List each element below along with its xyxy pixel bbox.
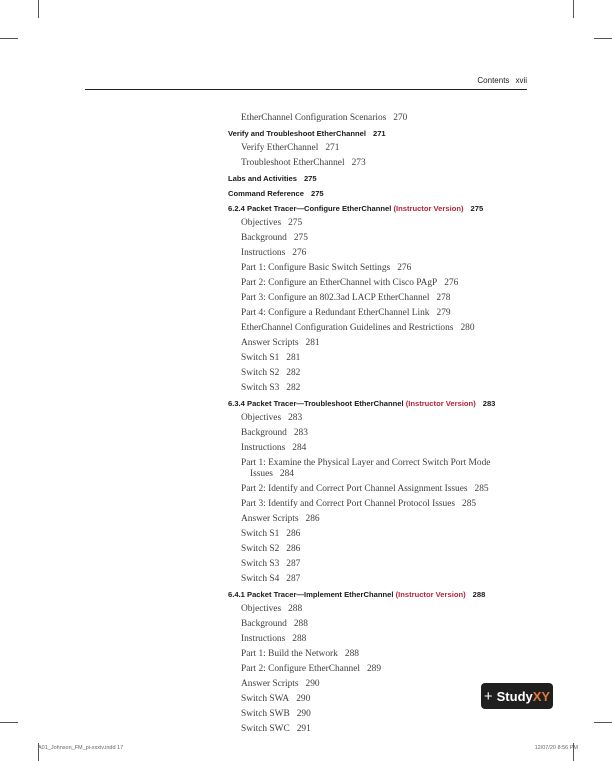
toc-page-number: 281 xyxy=(286,353,301,363)
toc-section-heading xyxy=(228,127,538,141)
toc-page-number: 270 xyxy=(393,113,408,123)
toc-entry xyxy=(228,291,538,306)
toc-page-number: 287 xyxy=(286,574,301,584)
toc-entry xyxy=(228,632,538,647)
toc-page-number: 289 xyxy=(366,664,382,674)
toc-entry-title: Troubleshoot EtherChannel xyxy=(241,158,345,168)
toc-entry-title: Objectives xyxy=(241,604,282,614)
toc-entry xyxy=(228,572,538,587)
toc-entry-title: Switch S3 xyxy=(241,559,280,569)
toc-entry xyxy=(228,602,538,617)
toc-entry-continuation: Issues 284 xyxy=(250,469,294,479)
toc-entry-title: Objectives xyxy=(241,218,282,228)
toc-page-number: 288 xyxy=(292,634,307,644)
toc-entry-title: Switch S3 xyxy=(241,383,280,393)
toc-entry-title: 6.4.1 Packet Tracer—Implement EtherChannel xyxy=(228,590,394,599)
table-of-contents xyxy=(228,111,538,737)
toc-entry-title: Answer Scripts xyxy=(241,338,299,348)
toc-entry-title: Switch S2 xyxy=(241,368,280,378)
toc-page-number: 284 xyxy=(279,469,294,479)
instructor-version-label: (Instructor Version) xyxy=(405,399,476,408)
toc-page-number: 288 xyxy=(472,590,486,599)
toc-entry-title: Background xyxy=(241,233,287,243)
toc-entry xyxy=(228,321,538,336)
toc-entry-title: Command Reference xyxy=(228,189,304,198)
toc-entry-title: Part 3: Identify and Correct Port Channel Protocol Issues xyxy=(241,499,456,509)
toc-page-number: 271 xyxy=(372,129,386,138)
toc-entry xyxy=(228,246,538,261)
toc-entry xyxy=(228,722,538,737)
crop-mark xyxy=(594,38,612,39)
toc-entry xyxy=(228,141,538,156)
toc-entry xyxy=(228,482,538,497)
toc-entry-title: Labs and Activities xyxy=(228,174,297,183)
toc-page-number: 287 xyxy=(286,559,301,569)
toc-entry xyxy=(228,512,538,527)
toc-entry xyxy=(228,366,538,381)
toc-entry xyxy=(228,441,538,456)
toc-section-heading xyxy=(228,588,538,602)
toc-page-number: 282 xyxy=(286,368,301,378)
toc-entry xyxy=(228,231,538,246)
toc-page-number: 275 xyxy=(293,233,308,243)
header-title: Contents xyxy=(477,76,510,85)
toc-page-number: 286 xyxy=(286,544,301,554)
toc-page-number: 291 xyxy=(296,724,311,734)
instructor-version-label: (Instructor Version) xyxy=(395,590,466,599)
toc-page-number: 276 xyxy=(444,278,459,288)
toc-page-number: 275 xyxy=(288,218,303,228)
toc-entry-title: Background xyxy=(241,619,287,629)
toc-entry xyxy=(228,411,538,426)
toc-page-number: 286 xyxy=(305,514,320,524)
toc-section-heading xyxy=(228,397,538,411)
toc-entry-title: EtherChannel Configuration Guidelines and Restrictions xyxy=(241,323,454,333)
toc-entry xyxy=(228,456,538,482)
toc-entry xyxy=(228,527,538,542)
toc-entry xyxy=(228,707,538,722)
toc-page-number: 281 xyxy=(305,338,320,348)
toc-entry-title: Switch SWB xyxy=(241,709,290,719)
toc-entry-title: Part 1: Examine the Physical Layer and Correct Switch Port Mode xyxy=(241,458,491,468)
toc-entry-title: Part 1: Configure Basic Switch Settings xyxy=(241,263,391,273)
toc-page-number: 271 xyxy=(325,143,340,153)
toc-entry xyxy=(228,351,538,366)
toc-page-number: 278 xyxy=(436,293,451,303)
toc-page-number: 283 xyxy=(288,413,303,423)
toc-page-number: 276 xyxy=(292,248,307,258)
running-header xyxy=(477,76,527,85)
toc-page-number: 283 xyxy=(482,399,496,408)
toc-page-number: 288 xyxy=(344,649,359,659)
header-page-number: xvii xyxy=(515,76,527,85)
toc-entry-title: Verify and Troubleshoot EtherChannel xyxy=(228,129,366,138)
instructor-version-label: (Instructor Version) xyxy=(393,204,464,213)
toc-entry-title: Part 2: Identify and Correct Port Channel Assignment Issues xyxy=(241,484,468,494)
studyxy-logo xyxy=(481,683,553,709)
toc-entry-title: Instructions xyxy=(241,443,286,453)
toc-page-number: 288 xyxy=(288,604,303,614)
toc-page-number: 290 xyxy=(296,709,311,719)
header-rule xyxy=(85,89,527,90)
toc-entry-title: Instructions xyxy=(241,634,286,644)
toc-page-number: 284 xyxy=(292,443,307,453)
toc-entry-title: Verify EtherChannel xyxy=(241,143,319,153)
footer-timestamp: 12/07/20 8:56 PM xyxy=(534,745,578,751)
toc-page-number: 288 xyxy=(293,619,308,629)
crop-mark xyxy=(594,722,612,723)
toc-entry xyxy=(228,426,538,441)
toc-entry xyxy=(228,261,538,276)
toc-page-number: 285 xyxy=(474,484,489,494)
toc-page-number: 279 xyxy=(436,308,451,318)
toc-entry-title: Switch S4 xyxy=(241,574,280,584)
toc-entry xyxy=(228,111,538,126)
toc-page-number: 282 xyxy=(286,383,301,393)
crop-mark xyxy=(573,0,574,18)
toc-entry xyxy=(228,647,538,662)
toc-entry xyxy=(228,542,538,557)
toc-entry xyxy=(228,336,538,351)
toc-entry-title: 6.2.4 Packet Tracer—Configure EtherChannel xyxy=(228,204,392,213)
logo-text: StudyXY xyxy=(496,688,551,704)
toc-entry xyxy=(228,617,538,632)
toc-page-number: 275 xyxy=(303,174,317,183)
toc-page-number: 275 xyxy=(470,204,484,213)
toc-entry-title: Instructions xyxy=(241,248,286,258)
toc-entry-title: Background xyxy=(241,428,287,438)
toc-page-number: 280 xyxy=(460,323,475,333)
toc-section-heading xyxy=(228,202,538,216)
toc-section-heading xyxy=(228,172,538,186)
crop-mark xyxy=(38,0,39,18)
toc-entry-title: Part 4: Configure a Redundant EtherChannel Link xyxy=(241,308,430,318)
toc-entry xyxy=(228,156,538,171)
toc-entry-title: Part 2: Configure an EtherChannel with Cisco PAgP xyxy=(241,278,438,288)
toc-page-number: 290 xyxy=(305,679,320,689)
crop-mark xyxy=(0,38,18,39)
toc-entry xyxy=(228,557,538,572)
crop-mark xyxy=(0,722,18,723)
toc-entry xyxy=(228,276,538,291)
footer-file-name: A01_Johnson_FM_pi-xxxiv.indd 17 xyxy=(38,745,124,751)
toc-entry-title: Answer Scripts xyxy=(241,514,299,524)
toc-entry xyxy=(228,306,538,321)
toc-page-number: 275 xyxy=(310,189,324,198)
toc-page-number: 285 xyxy=(462,499,477,509)
plus-icon: + xyxy=(483,687,493,705)
toc-entry-title: Part 3: Configure an 802.3ad LACP EtherChannel xyxy=(241,293,430,303)
toc-entry-title: Part 2: Configure EtherChannel xyxy=(241,664,360,674)
toc-entry-title: Switch SWC xyxy=(241,724,290,734)
toc-entry-title: Switch S1 xyxy=(241,529,280,539)
toc-entry-title: Switch SWA xyxy=(241,694,290,704)
toc-entry-title: Answer Scripts xyxy=(241,679,299,689)
toc-entry-title: EtherChannel Configuration Scenarios xyxy=(241,113,387,123)
toc-page-number: 276 xyxy=(397,263,412,273)
toc-entry-title: Switch S2 xyxy=(241,544,280,554)
toc-entry-title: 6.3.4 Packet Tracer—Troubleshoot EtherChannel xyxy=(228,399,404,408)
toc-section-heading xyxy=(228,187,538,201)
toc-page-number: 283 xyxy=(293,428,308,438)
toc-page-number: 290 xyxy=(296,694,311,704)
toc-entry xyxy=(228,216,538,231)
toc-entry xyxy=(228,662,538,677)
toc-entry-title: Part 1: Build the Network xyxy=(241,649,338,659)
toc-entry xyxy=(228,381,538,396)
toc-entry-title: Objectives xyxy=(241,413,282,423)
toc-entry-title: Switch S1 xyxy=(241,353,280,363)
toc-page-number: 286 xyxy=(286,529,301,539)
toc-entry xyxy=(228,497,538,512)
toc-page-number: 273 xyxy=(351,158,366,168)
